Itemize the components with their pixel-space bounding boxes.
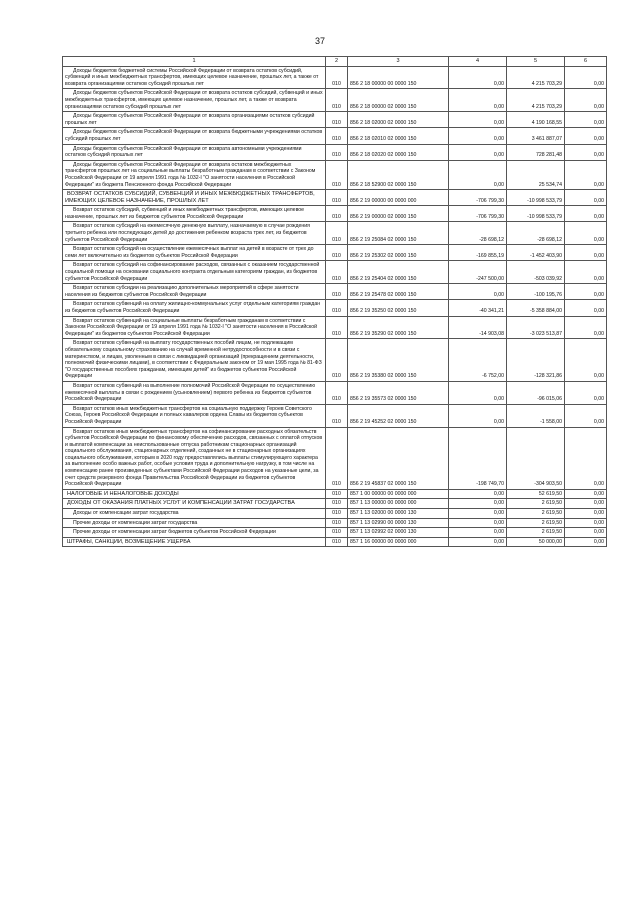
line-code: 010 <box>326 190 348 206</box>
table-row <box>63 89 607 112</box>
amount-col6: 0,00 <box>565 245 607 261</box>
amount-col6: 0,00 <box>565 160 607 189</box>
amount-col5: -128 321,86 <box>507 339 565 382</box>
amount-col6: 0,00 <box>565 66 607 89</box>
amount-col4: 0,00 <box>449 284 507 300</box>
amount-col5: -1 452 403,90 <box>507 245 565 261</box>
amount-col5: -503 039,92 <box>507 261 565 284</box>
amount-col4: -706 799,30 <box>449 206 507 222</box>
budget-classification-code: 857 1 13 02000 00 0000 130 <box>348 509 449 519</box>
table-row <box>63 427 607 489</box>
budget-classification-code: 856 2 18 00000 02 0000 150 <box>348 89 449 112</box>
amount-col5: -5 358 884,00 <box>507 300 565 316</box>
line-code: 010 <box>326 404 348 427</box>
line-code: 010 <box>326 489 348 499</box>
table-row <box>63 509 607 519</box>
row-description: ВОЗВРАТ ОСТАТКОВ СУБСИДИЙ, СУБВЕНЦИЙ И ИНЫХ МЕЖБЮДЖЕТНЫХ ТРАНСФЕРТОВ, ИМЕЮЩИХ ЦЕЛЕВОЕ НАЗНАЧЕНИЕ, ПРОШЛЫХ ЛЕТ <box>63 190 326 206</box>
amount-col6: 0,00 <box>565 509 607 519</box>
line-code: 010 <box>326 528 348 538</box>
table-row <box>63 112 607 128</box>
budget-classification-code: 856 2 19 25404 02 0000 150 <box>348 261 449 284</box>
row-description: Доходы бюджетов субъектов Российской Федерации от возврата остатков субсидий, субвенций и иных межбюджетных трансфертов, имеющих целевое назначение, прошлых лет, а также от возврата организациями остатков субсидий прошлых лет <box>63 89 326 112</box>
amount-col4: 0,00 <box>449 499 507 509</box>
budget-classification-code: 856 2 18 02010 02 0000 150 <box>348 128 449 144</box>
amount-col6: 0,00 <box>565 381 607 404</box>
amount-col4: -247 500,00 <box>449 261 507 284</box>
amount-col4: -40 341,21 <box>449 300 507 316</box>
row-description: Возврат остатков субвенций на социальные выплаты безработным гражданам в соответствии с Законом Российской Федерации от 19 апреля 1991 года № 1032-I "О занятости населения в Российской Федерации" из бюджетов субъектов Российской Федерации <box>63 316 326 339</box>
column-header: 5 <box>507 57 565 67</box>
line-code: 010 <box>326 89 348 112</box>
table-row <box>63 316 607 339</box>
budget-classification-code: 856 2 19 25478 02 0000 150 <box>348 284 449 300</box>
line-code: 010 <box>326 261 348 284</box>
amount-col6: 0,00 <box>565 206 607 222</box>
line-code: 010 <box>326 245 348 261</box>
amount-col6: 0,00 <box>565 284 607 300</box>
amount-col6: 0,00 <box>565 112 607 128</box>
amount-col4: 0,00 <box>449 128 507 144</box>
line-code: 010 <box>326 144 348 160</box>
amount-col6: 0,00 <box>565 404 607 427</box>
row-description: Возврат остатков субвенций на оплату жилищно-коммунальных услуг отдельным категориям граждан из бюджетов субъектов Российской Федерации <box>63 300 326 316</box>
budget-classification-code: 856 2 19 35290 02 0000 150 <box>348 316 449 339</box>
row-description: Возврат остатков субвенций на выполнение полномочий Российской Федерации по осуществлению ежемесячной выплаты в связи с рождением (усыновлением) первого ребенка из бюджетов субъектов Российской Федерации <box>63 381 326 404</box>
amount-col4: -28 698,12 <box>449 222 507 245</box>
line-code: 010 <box>326 300 348 316</box>
amount-col4: -706 799,30 <box>449 190 507 206</box>
amount-col5: -10 998 533,79 <box>507 206 565 222</box>
row-description: Возврат остатков субсидий, субвенций и иных межбюджетных трансфертов, имеющих целевое назначение, прошлых лет из бюджетов субъектов Российской Федерации <box>63 206 326 222</box>
table-row <box>63 518 607 528</box>
line-code: 010 <box>326 339 348 382</box>
budget-classification-code: 856 2 18 02000 02 0000 150 <box>348 112 449 128</box>
amount-col5: -3 023 513,87 <box>507 316 565 339</box>
amount-col6: 0,00 <box>565 261 607 284</box>
budget-classification-code: 857 1 13 02990 00 0000 130 <box>348 518 449 528</box>
amount-col6: 0,00 <box>565 499 607 509</box>
amount-col5: -10 998 533,79 <box>507 190 565 206</box>
amount-col5: 50 000,00 <box>507 537 565 547</box>
amount-col5: 52 619,50 <box>507 489 565 499</box>
budget-classification-code: 856 2 19 25302 02 0000 150 <box>348 245 449 261</box>
amount-col5: -100 195,76 <box>507 284 565 300</box>
budget-classification-code: 856 2 19 00000 02 0000 150 <box>348 206 449 222</box>
line-code: 010 <box>326 537 348 547</box>
line-code: 010 <box>326 284 348 300</box>
amount-col6: 0,00 <box>565 528 607 538</box>
line-code: 010 <box>326 160 348 189</box>
line-code: 010 <box>326 206 348 222</box>
amount-col5: 3 461 887,07 <box>507 128 565 144</box>
line-code: 010 <box>326 128 348 144</box>
amount-col5: 4 190 168,55 <box>507 112 565 128</box>
amount-col6: 0,00 <box>565 427 607 489</box>
amount-col4: 0,00 <box>449 528 507 538</box>
amount-col5: 2 619,50 <box>507 499 565 509</box>
row-description: Доходы бюджетов субъектов Российской Федерации от возврата организациями остатков субсидий прошлых лет <box>63 112 326 128</box>
amount-col5: 728 281,48 <box>507 144 565 160</box>
line-code: 010 <box>326 316 348 339</box>
table-row <box>63 489 607 499</box>
amount-col4: 0,00 <box>449 537 507 547</box>
row-description: Возврат остатков иных межбюджетных трансфертов на социальную поддержку Героев Советского Союза, Героев Российской Федерации и полных кавалеров ордена Славы из бюджетов субъектов Российской Федерации <box>63 404 326 427</box>
amount-col4: 0,00 <box>449 160 507 189</box>
amount-col6: 0,00 <box>565 518 607 528</box>
table-row <box>63 206 607 222</box>
row-description: Доходы от компенсации затрат государства <box>63 509 326 519</box>
table-row <box>63 144 607 160</box>
amount-col5: 25 534,74 <box>507 160 565 189</box>
row-description: Возврат остатков иных межбюджетных трансфертов на софинансирование расходных обязательств субъектов Российской Федерации по финансовому обеспечению расходов, связанных с оплатой отпусков и выплатой компенсации за неиспользованные отпуска работникам стационарных организаций социального обслуживания, стационарных отделений, созданных не в стационарных организациях социального обслуживания, которым в 2020 году предоставлялись выплаты стимулирующего характера за выполнение особо важных работ, особые условия труда и дополнительную нагрузку, в том числе на компенсацию ранее произведенных субъектами Российской Федерации расходов на указанные цели, за счет средств резервного фонда Правительства Российской Федерации из бюджетов субъектов Российской Федерации <box>63 427 326 489</box>
table-row <box>63 261 607 284</box>
table-row <box>63 66 607 89</box>
column-header: 3 <box>348 57 449 67</box>
row-description: Доходы бюджетов субъектов Российской Федерации от возврата автономными учреждениями остатков субсидий прошлых лет <box>63 144 326 160</box>
budget-classification-code: 856 2 19 45837 02 0000 150 <box>348 427 449 489</box>
amount-col5: 4 215 703,29 <box>507 89 565 112</box>
table-row <box>63 190 607 206</box>
row-description: Возврат остатков субсидий на софинансирование расходов, связанных с оказанием государственной социальной помощи на основании социального контракта отдельным категориям граждан, из бюджетов субъектов Российской Федерации <box>63 261 326 284</box>
amount-col5: -96 015,06 <box>507 381 565 404</box>
page-number: 37 <box>314 36 325 46</box>
line-code: 010 <box>326 499 348 509</box>
amount-col4: 0,00 <box>449 489 507 499</box>
row-description: Возврат остатков субсидий на ежемесячную денежную выплату, назначаемую в случае рождения третьего ребенка или последующих детей до достижения ребенком возраста трех лет, из бюджетов субъектов Российской Федерации <box>63 222 326 245</box>
line-code: 010 <box>326 518 348 528</box>
amount-col6: 0,00 <box>565 222 607 245</box>
row-description: Возврат остатков субсидий на осуществление ежемесячных выплат на детей в возрасте от трех до семи лет включительно из бюджетов субъектов Российской Федерации <box>63 245 326 261</box>
row-description: Прочие доходы от компенсации затрат государства <box>63 518 326 528</box>
amount-col6: 0,00 <box>565 144 607 160</box>
amount-col5: -1 558,00 <box>507 404 565 427</box>
amount-col6: 0,00 <box>565 316 607 339</box>
amount-col6: 0,00 <box>565 537 607 547</box>
table-row <box>63 128 607 144</box>
amount-col4: 0,00 <box>449 381 507 404</box>
column-header: 4 <box>449 57 507 67</box>
amount-col5: 2 619,50 <box>507 528 565 538</box>
budget-classification-code: 856 2 18 52900 02 0000 150 <box>348 160 449 189</box>
amount-col5: -28 698,12 <box>507 222 565 245</box>
amount-col4: 0,00 <box>449 112 507 128</box>
row-description: ШТРАФЫ, САНКЦИИ, ВОЗМЕЩЕНИЕ УЩЕРБА <box>63 537 326 547</box>
column-header: 2 <box>326 57 348 67</box>
amount-col4: 0,00 <box>449 66 507 89</box>
table-row <box>63 245 607 261</box>
table-row <box>63 300 607 316</box>
row-description: Доходы бюджетов субъектов Российской Федерации от возврата остатков межбюджетных трансфертов прошлых лет на социальные выплаты безработным гражданам в соответствии с Законом Российской Федерации от 19 апреля 1991 года № 1032-I "О занятости населения в Российской Федерации" из бюджета Пенсионного фонда Российской Федерации <box>63 160 326 189</box>
line-code: 010 <box>326 222 348 245</box>
budget-classification-code: 856 2 19 25084 02 0000 150 <box>348 222 449 245</box>
table-row <box>63 222 607 245</box>
budget-classification-code: 856 2 18 00000 00 0000 150 <box>348 66 449 89</box>
report-table <box>62 56 607 547</box>
amount-col4: 0,00 <box>449 144 507 160</box>
budget-classification-code: 857 1 13 02992 02 0000 130 <box>348 528 449 538</box>
amount-col4: -6 752,00 <box>449 339 507 382</box>
amount-col4: 0,00 <box>449 89 507 112</box>
amount-col4: 0,00 <box>449 509 507 519</box>
budget-classification-code: 856 2 19 35573 02 0000 150 <box>348 381 449 404</box>
row-description: Доходы бюджетов субъектов Российской Федерации от возврата бюджетными учреждениями остатков субсидий прошлых лет <box>63 128 326 144</box>
row-description: Прочие доходы от компенсации затрат бюджетов субъектов Российской Федерации <box>63 528 326 538</box>
table-row <box>63 284 607 300</box>
row-description: НАЛОГОВЫЕ И НЕНАЛОГОВЫЕ ДОХОДЫ <box>63 489 326 499</box>
budget-classification-code: 856 2 19 35250 02 0000 150 <box>348 300 449 316</box>
table-row <box>63 381 607 404</box>
row-description: ДОХОДЫ ОТ ОКАЗАНИЯ ПЛАТНЫХ УСЛУГ И КОМПЕНСАЦИИ ЗАТРАТ ГОСУДАРСТВА <box>63 499 326 509</box>
amount-col5: -304 903,50 <box>507 427 565 489</box>
budget-classification-code: 857 1 16 00000 00 0000 000 <box>348 537 449 547</box>
amount-col6: 0,00 <box>565 489 607 499</box>
budget-classification-code: 856 2 19 35380 02 0000 150 <box>348 339 449 382</box>
amount-col4: 0,00 <box>449 518 507 528</box>
column-header: 6 <box>565 57 607 67</box>
amount-col6: 0,00 <box>565 128 607 144</box>
amount-col4: -14 903,08 <box>449 316 507 339</box>
line-code: 010 <box>326 427 348 489</box>
amount-col4: 0,00 <box>449 404 507 427</box>
line-code: 010 <box>326 381 348 404</box>
row-description: Возврат остатков субсидии на реализацию дополнительных мероприятий в сфере занятости населения из бюджетов субъектов Российской Федерации <box>63 284 326 300</box>
header-row <box>63 57 607 67</box>
amount-col4: -198 749,70 <box>449 427 507 489</box>
budget-classification-code: 856 2 19 00000 00 0000 000 <box>348 190 449 206</box>
row-description: Возврат остатков субвенций на выплату государственных пособий лицам, не подлежащим обязательному социальному страхованию на случай временной нетрудоспособности и в связи с материнством, и лицам, уволенным в связи с ликвидацией организаций (прекращением деятельности, полномочий физическими лицами), в соответствии с Федеральным законом от 19 мая 1995 года № 81-ФЗ "О государственных пособиях гражданам, имеющим детей" из бюджетов субъектов Российской Федерации <box>63 339 326 382</box>
table-row <box>63 537 607 547</box>
line-code: 010 <box>326 66 348 89</box>
budget-classification-code: 857 1 13 00000 00 0000 000 <box>348 499 449 509</box>
table-row <box>63 528 607 538</box>
column-header: 1 <box>63 57 326 67</box>
budget-classification-code: 857 1 00 00000 00 0000 000 <box>348 489 449 499</box>
line-code: 010 <box>326 112 348 128</box>
amount-col5: 2 619,50 <box>507 509 565 519</box>
line-code: 010 <box>326 509 348 519</box>
amount-col6: 0,00 <box>565 300 607 316</box>
table-row <box>63 404 607 427</box>
amount-col5: 4 215 703,29 <box>507 66 565 89</box>
amount-col6: 0,00 <box>565 339 607 382</box>
amount-col5: 2 619,50 <box>507 518 565 528</box>
amount-col6: 0,00 <box>565 190 607 206</box>
amount-col4: -169 855,19 <box>449 245 507 261</box>
table-row <box>63 499 607 509</box>
budget-classification-code: 856 2 19 45252 02 0000 150 <box>348 404 449 427</box>
amount-col6: 0,00 <box>565 89 607 112</box>
budget-classification-code: 856 2 18 02020 02 0000 150 <box>348 144 449 160</box>
row-description: Доходы бюджетов бюджетной системы Российской Федерации от возврата остатков субсидий, субвенций и иных межбюджетных трансфертов, имеющих целевое назначение, прошлых лет, а также от возврата организациями остатков субсидий прошлых лет <box>63 66 326 89</box>
table-row <box>63 339 607 382</box>
table-row <box>63 160 607 189</box>
